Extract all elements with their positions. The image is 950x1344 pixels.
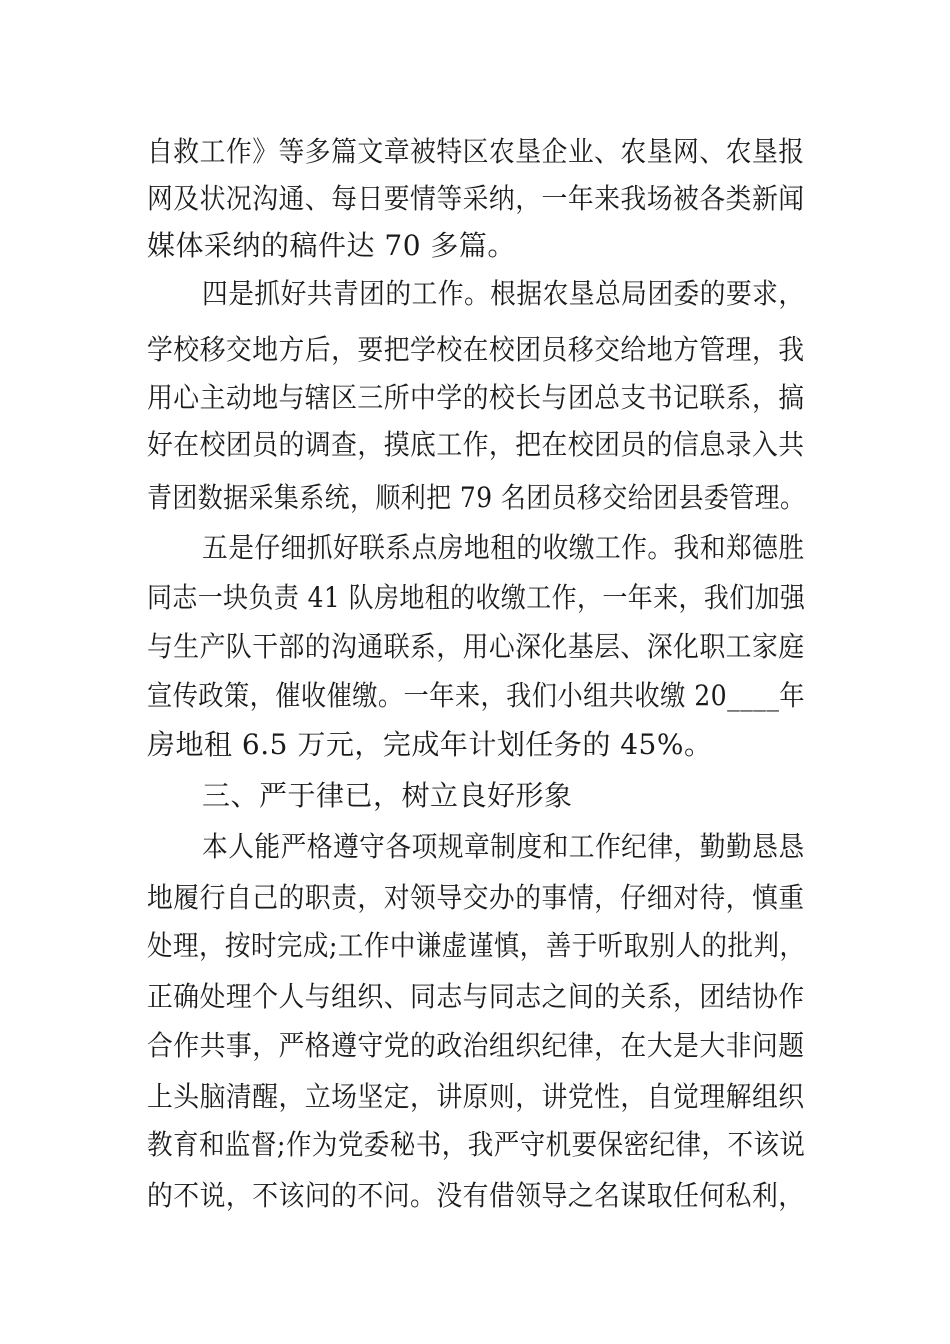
text-line: 房地租 6.5 万元，完成年计划任务的 45%。 [147,728,713,761]
text-line: 处理，按时完成;工作中谦虚谨慎，善于听取别人的批判， [147,929,806,962]
text-line: 学校移交地方后，要把学校在校团员移交给地方管理，我 [147,333,805,366]
text-line: 上头脑清醒，立场坚定，讲原则，讲党性，自觉理解组织 [147,1080,805,1113]
paragraph-start-line: 五是仔细抓好联系点房地租的收缴工作。我和郑德胜 [202,531,805,564]
text-line: 宣传政策，催收催缴。一年来，我们小组共收缴 20____年 [147,679,806,712]
text-line: 用心主动地与辖区三所中学的校长与团总支书记联系，搞 [147,381,805,414]
text-line: 与生产队干部的沟通联系，用心深化基层、深化职工家庭 [147,630,805,663]
section-heading: 三、严于律已，树立良好形象 [202,779,573,812]
text-line: 地履行自己的职责，对领导交办的事情，仔细对待，慎重 [147,881,805,914]
text-line: 自救工作》等多篇文章被特区农垦企业、农垦网、农垦报 [147,135,805,168]
text-line: 正确处理个人与组织、同志与同志之间的关系，团结协作 [147,980,805,1013]
text-line: 网及状况沟通、每日要情等采纳，一年来我场被各类新闻 [147,182,805,215]
paragraph-start-line: 本人能严格遵守各项规章制度和工作纪律，勤勤恳恳 [202,830,805,863]
text-line: 媒体采纳的稿件达 70 多篇。 [147,229,516,262]
text-line: 好在校团员的调查，摸底工作，把在校团员的信息录入共 [147,428,805,461]
text-line: 合作共事，严格遵守党的政治组织纪律，在大是大非问题 [147,1029,805,1062]
text-line: 同志一块负责 41 队房地租的收缴工作，一年来，我们加强 [147,581,806,614]
text-line: 教育和监督;作为党委秘书，我严守机要保密纪律，不该说 [147,1128,806,1161]
paragraph-start-line: 四是抓好共青团的工作。根据农垦总局团委的要求， [202,277,805,310]
text-line: 青团数据采集系统，顺利把 79 名团员移交给团县委管理。 [147,481,806,514]
text-line: 的不说，不该问的不问。没有借领导之名谋取任何私利， [147,1179,805,1212]
